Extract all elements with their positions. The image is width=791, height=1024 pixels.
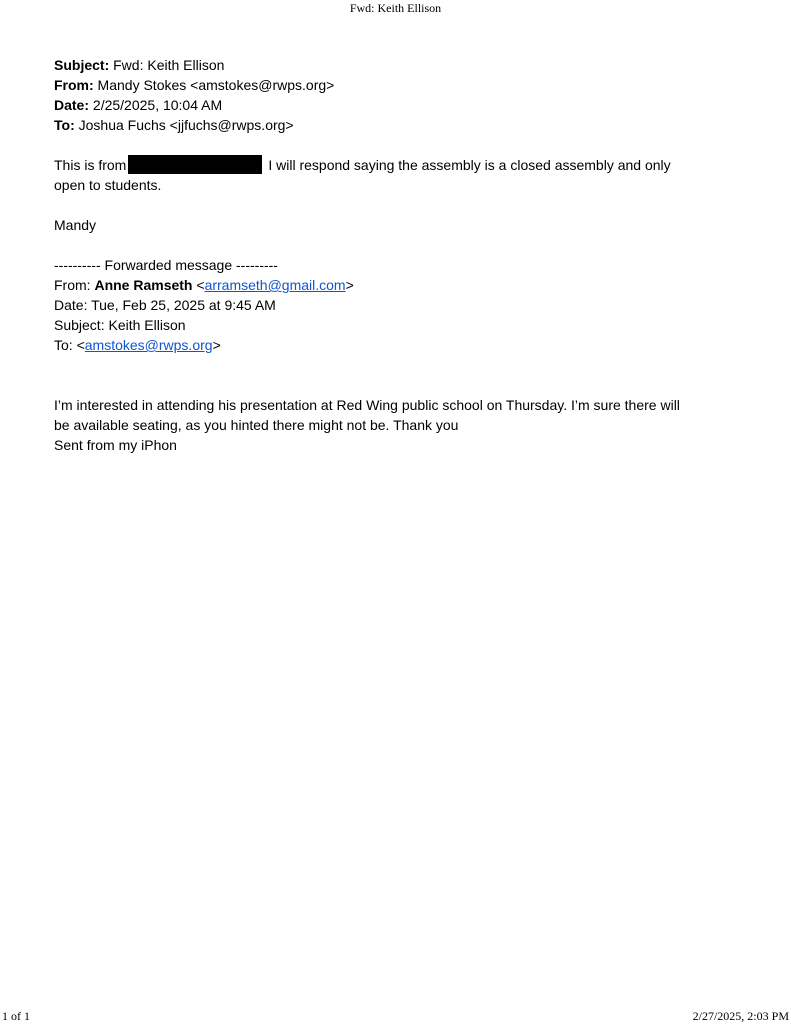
forwarded-from-gt: > — [345, 277, 354, 293]
redaction-box — [128, 155, 262, 174]
spacer — [54, 195, 754, 215]
date-label: Date: — [54, 97, 90, 113]
from-line — [54, 75, 754, 95]
subject-value: Fwd: Keith Ellison — [109, 57, 225, 73]
print-header-title: Fwd: Keith Ellison — [349, 1, 442, 15]
to-line — [54, 115, 754, 135]
spacer — [54, 235, 754, 255]
forwarded-from-line — [54, 275, 754, 295]
body-rest: I will respond saying the assembly is a closed assembly and only — [268, 157, 671, 173]
print-timestamp: 2/27/2025, 2:03 PM — [692, 1009, 789, 1023]
forwarded-date-line: Date: Tue, Feb 25, 2025 at 9:45 AM — [54, 297, 276, 313]
forwarded-body-line-3: Sent from my iPhon — [54, 437, 177, 453]
forwarded-from-name: Anne Ramseth — [94, 277, 193, 293]
recipient-email-link[interactable]: amstokes@rwps.org — [84, 337, 213, 353]
forwarded-to-suffix: > — [212, 337, 221, 353]
body-line-2: open to students. — [54, 177, 162, 193]
to-value: Joshua Fuchs <jjfuchs@rwps.org> — [74, 117, 294, 133]
forwarded-divider: ---------- Forwarded message --------- — [54, 257, 278, 273]
forwarded-to-line — [54, 335, 754, 355]
forwarded-from-lt: < — [192, 277, 205, 293]
body-prefix: This is from — [54, 157, 127, 173]
from-label: From: — [54, 77, 94, 93]
subject-line — [54, 55, 754, 75]
spacer — [54, 355, 754, 395]
body-line-1 — [54, 155, 754, 175]
forwarded-body-line-2: be available seating, as you hinted there might not be. Thank you — [54, 417, 459, 433]
date-value: 2/25/2025, 10:04 AM — [89, 97, 223, 113]
to-label: To: — [54, 117, 75, 133]
forwarded-from-prefix: From: — [54, 277, 95, 293]
from-value: Mandy Stokes <amstokes@rwps.org> — [93, 77, 335, 93]
forwarded-to-prefix: To: < — [54, 337, 85, 353]
forwarded-body-line-1: I’m interested in attending his presentation at Red Wing public school on Thursday. I’m sure there will — [54, 397, 680, 413]
sender-email-link[interactable]: arramseth@gmail.com — [204, 277, 346, 293]
email-container — [54, 55, 754, 455]
date-line — [54, 95, 754, 115]
spacer — [54, 135, 754, 155]
subject-label: Subject: — [54, 57, 110, 73]
page-number: 1 of 1 — [2, 1009, 30, 1023]
forwarded-subject-line: Subject: Keith Ellison — [54, 317, 186, 333]
signature: Mandy — [54, 217, 97, 233]
